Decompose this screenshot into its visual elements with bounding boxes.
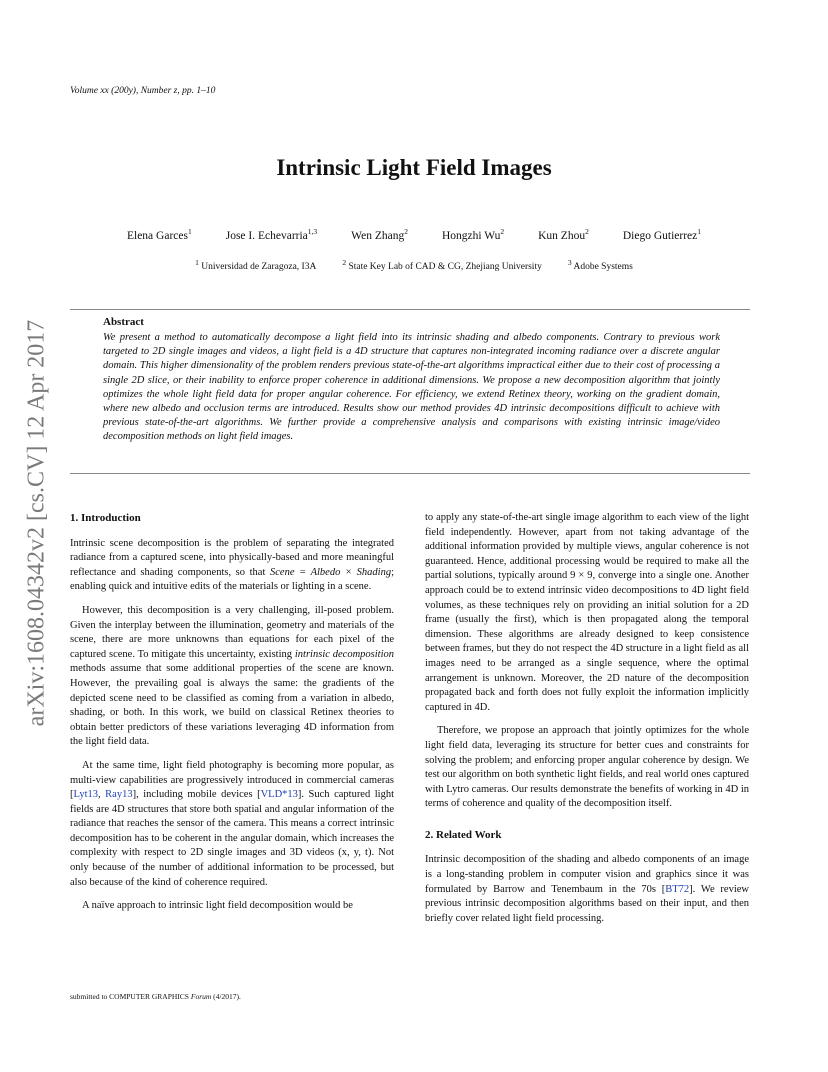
abstract-top-rule bbox=[70, 309, 750, 310]
left-column bbox=[70, 511, 394, 923]
arxiv-stamp: arXiv:1608.04342v2 [cs.CV] 12 Apr 2017 bbox=[23, 319, 50, 726]
section-heading: 2. Related Work bbox=[425, 828, 502, 841]
affiliation: $^3$ Adobe Systems bbox=[567, 257, 633, 272]
paragraph: At the same time, light field photography is becoming more popular, as multi-view capabilities are progressively introduced in commercial cameras [Lyt13, Ray13], including mobile devices [VLD*13]. Such captured light fields are 4D structures that store both spatial and angular information of the radiance that reaches the sensor of the camera. This means a correct intrinsic decomposition has to be coherent in the angular domain, which increases the complexity with respect to 2D single images and 3D videos (x, y, t). Not only because of the number of additional information to be processed, but also because of the kind of coherence required. bbox=[70, 759, 394, 888]
paragraph: to apply any state-of-the-art single image algorithm to each view of the light field independently. However, apart from not taking advantage of the additional information provided by multiple views, angular coherence is not guaranteed. Hence, additional processing would be required to make all the partial solutions, typically around 9 × 9, converge into a single one. Another approach could be to extend intrinsic video decompositions to 4D light field volumes, as these techniques rely on providing an initial solution for a 2D frame (usually the first), which is then propagated along the temporal dimension. These algorithms are already designed to keep consistence between frames, but they do not respect the 4D structure in a light field as all images need to be arranged as a single sequence, where the optimal arrangement is unknown. Moreover, the 2D nature of the decomposition propagated back and forth does not fully exploit the information implicitly captured in 4D. bbox=[425, 512, 749, 713]
citation-link[interactable]: BT72 bbox=[665, 883, 690, 895]
citation-link[interactable]: Ray13 bbox=[105, 789, 133, 801]
paragraph: A naïve approach to intrinsic light field decomposition would be bbox=[82, 900, 353, 912]
affiliation: $^2$ State Key Lab of CAD & CG, Zhejiang University bbox=[342, 257, 542, 272]
abstract-bottom-rule bbox=[70, 473, 750, 474]
right-column bbox=[425, 511, 749, 935]
paragraph: However, this decomposition is a very challenging, ill-posed problem. Given the interplay between the illumination, geometry and materials of the scene, there are more unknowns than equations for each pixel of the captured scene. To mitigate this uncertainty, existing intrinsic decomposition methods assume that some additional properties of the scene are known. However, the prevailing goal is always the same: the gradients of the depicted scene need to be classified as coming from a variation in albedo, shading, or both. In this work, we build on classical Retinex theories to obtain better predictors of these variations leveraging 4D information from the light field data. bbox=[70, 604, 394, 748]
paper-title: Intrinsic Light Field Images bbox=[276, 155, 552, 180]
citation-link[interactable]: Lyt13 bbox=[73, 789, 99, 801]
author: Diego Gutierrez$^1$ bbox=[622, 227, 701, 242]
affiliation-list bbox=[0, 257, 828, 272]
footer: submitted to COMPUTER GRAPHICS Forum (4/2017). bbox=[70, 992, 241, 1001]
abstract-heading: Abstract bbox=[103, 316, 144, 328]
paragraph: Therefore, we propose an approach that jointly optimizes for the whole light field data, leveraging its structure for better cues and constraints for solving the problem; and enforcing proper angular coherence by design. We test our algorithm on both synthetic light fields, and real world ones captured with Lytro cameras. Our results demonstrate the benefits of working in 4D in terms of coherence and quality of the decomposition itself. bbox=[425, 725, 749, 810]
author: Kun Zhou$^2$ bbox=[538, 227, 589, 242]
journal-line: Volume xx (200y), Number z, pp. 1–10 bbox=[70, 86, 216, 96]
author: Elena Garces$^1$ bbox=[126, 227, 192, 242]
citation-link[interactable]: VLD*13 bbox=[260, 789, 298, 801]
section-heading: 1. Introduction bbox=[70, 512, 141, 524]
affiliation: $^1$ Universidad de Zaragoza, I3A bbox=[195, 257, 317, 272]
abstract-text: We present a method to automatically decompose a light field into its intrinsic shading and albedo components. Contrary to previous work targeted to 2D single images and videos, a light field is a 4D structure that captures non-integrated incoming radiance over a discrete angular domain. This higher dimensionality of the problem renders previous state-of-the-art algorithms impractical either due to their cost of processing a single 2D slice, or their inability to enforce proper coherence in additional dimensions. We propose a new decomposition algorithm that jointly optimizes the whole light field data for proper angular coherence. For efficiency, we extend Retinex theory, working on the gradient domain, where new albedo and occlusion terms are introduced. Results show our method provides 4D intrinsic decompositions difficult to achieve with previous state-of-the-art algorithms. We further provide a comprehensive analysis and comparisons with existing intrinsic image/video decomposition methods on light field images. bbox=[103, 332, 720, 443]
paragraph: Intrinsic decomposition of the shading and albedo components of an image is a long-standing problem in computer vision and graphics since it was formulated by Barrow and Tenembaum in the 70s [BT72]. We review previous intrinsic decomposition algorithms based on their input, and then briefly cover related light field processing. bbox=[425, 854, 749, 924]
author-list bbox=[0, 227, 828, 242]
paragraph: Intrinsic scene decomposition is the problem of separating the integrated radiance from a captured scene, into physically-based and more meaningful reflectance and shading components, so that Scene = Albedo × Shading; enabling quick and intuitive edits of the materials or lighting in a scene. bbox=[70, 537, 394, 593]
author: Hongzhi Wu$^2$ bbox=[441, 227, 505, 242]
author: Wen Zhang$^2$ bbox=[351, 227, 408, 242]
author: Jose I. Echevarria$^{1,3}$ bbox=[225, 227, 318, 242]
